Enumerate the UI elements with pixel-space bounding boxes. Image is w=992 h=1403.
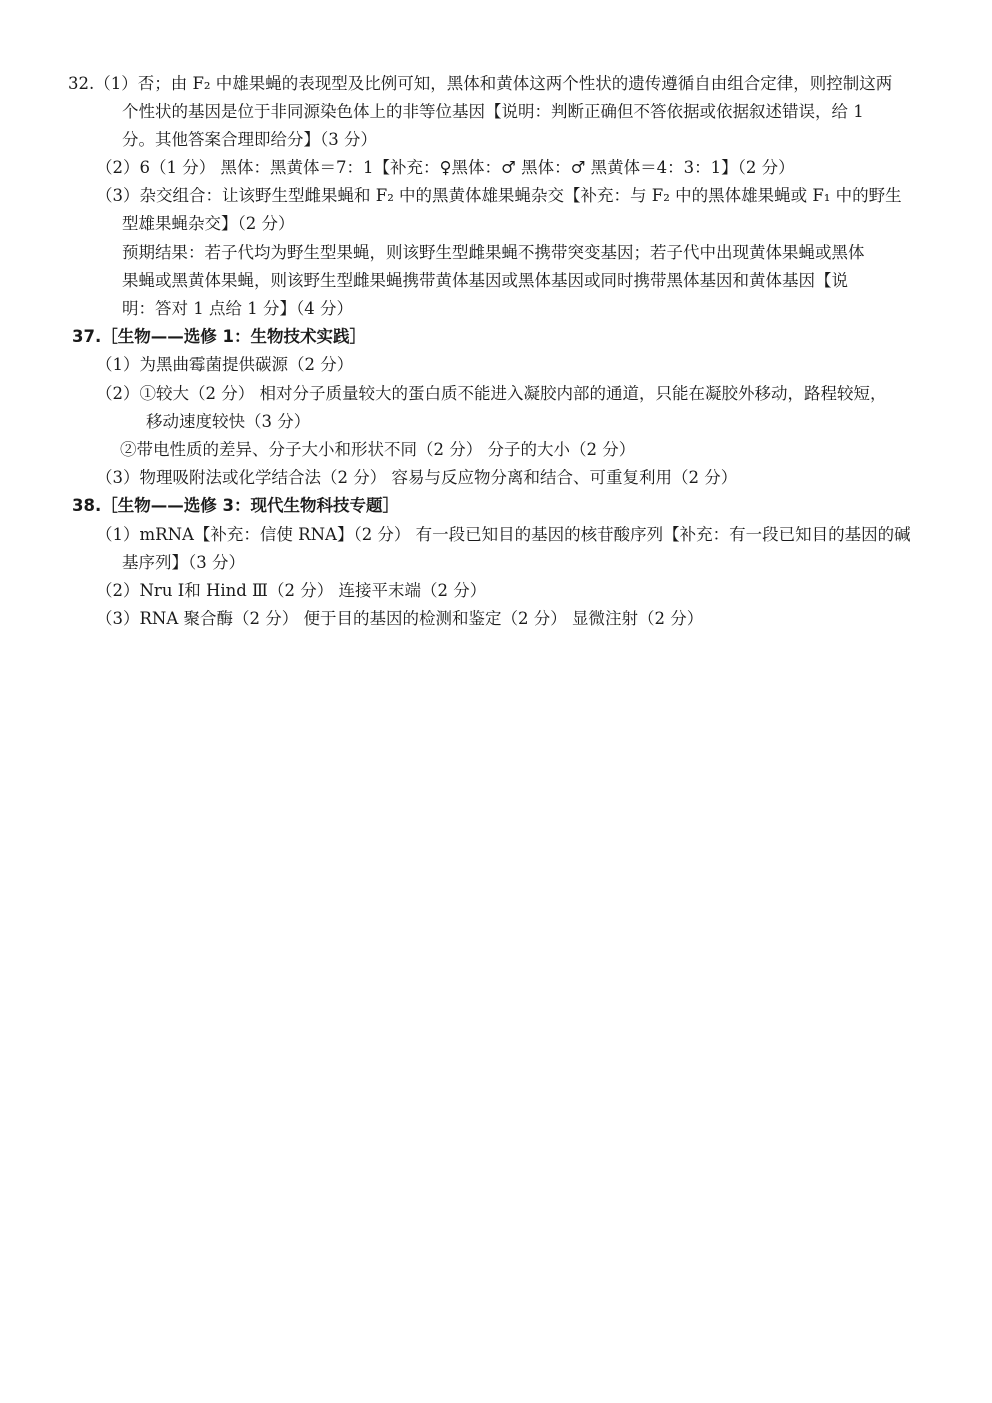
q38-line-3: （2）Nru Ⅰ和 Hind Ⅲ（2 分） 连接平末端（2 分） (96, 581, 487, 600)
q32-line-4: （2）6（1 分） 黑体：黑黄体＝7：1【补充：♀黑体：♂ 黑体：♂ 黑黄体＝4：3：1】（2 分） (96, 158, 795, 177)
q37-line-2: （2）①较大（2 分） 相对分子质量较大的蛋白质不能进入凝胶内部的通道，只能在凝胶外移动，路程较短， (96, 384, 887, 403)
q32-line-1: 32.（1）否；由 F₂ 中雄果蝇的表现型及比例可知，黑体和黄体这两个性状的遗传遵循自由组合定律，则控制这两 (68, 74, 893, 93)
q32-line-9: 明：答对 1 点给 1 分】（4 分） (122, 299, 353, 318)
q32-line-6: 型雄果蝇杂交】（2 分） (122, 214, 295, 233)
q37-header: 37.［生物——选修 1：生物技术实践］ (72, 327, 366, 346)
q37-line-5: （3）物理吸附法或化学结合法（2 分） 容易与反应物分离和结合、可重复利用（2 分） (96, 468, 738, 487)
q37-line-4: ②带电性质的差异、分子大小和形状不同（2 分） 分子的大小（2 分） (120, 440, 636, 459)
q32-line-7: 预期结果：若子代均为野生型果蝇，则该野生型雌果蝇不携带突变基因；若子代中出现黄体果蝇或黑体 (122, 243, 865, 262)
q38-line-1: （1）mRNA【补充：信使 RNA】（2 分） 有一段已知目的基因的核苷酸序列【补充：有一段已知目的基因的碱 (96, 525, 911, 544)
q32-line-8: 果蝇或黑黄体果蝇，则该野生型雌果蝇携带黄体基因或黑体基因或同时携带黑体基因和黄体基因【说 (122, 271, 848, 290)
q32-line-3: 分。其他答案合理即给分】（3 分） (122, 130, 377, 149)
q37-line-1: （1）为黑曲霉菌提供碳源（2 分） (96, 355, 354, 374)
q32-line-2: 个性状的基因是位于非同源染色体上的非等位基因【说明：判断正确但不答依据或依据叙述错误，给 1 (122, 102, 864, 121)
q32-line-5: （3）杂交组合：让该野生型雌果蝇和 F₂ 中的黑黄体雄果蝇杂交【补充：与 F₂ 中的黑体雄果蝇或 F₁ 中的野生 (96, 186, 902, 205)
q38-line-2: 基序列】（3 分） (122, 553, 245, 572)
q37-line-3: 移动速度较快（3 分） (146, 412, 311, 431)
q38-line-4: （3）RNA 聚合酶（2 分） 便于目的基因的检测和鉴定（2 分） 显微注射（2 分） (96, 609, 704, 628)
q38-header: 38.［生物——选修 3：现代生物科技专题］ (72, 496, 399, 515)
